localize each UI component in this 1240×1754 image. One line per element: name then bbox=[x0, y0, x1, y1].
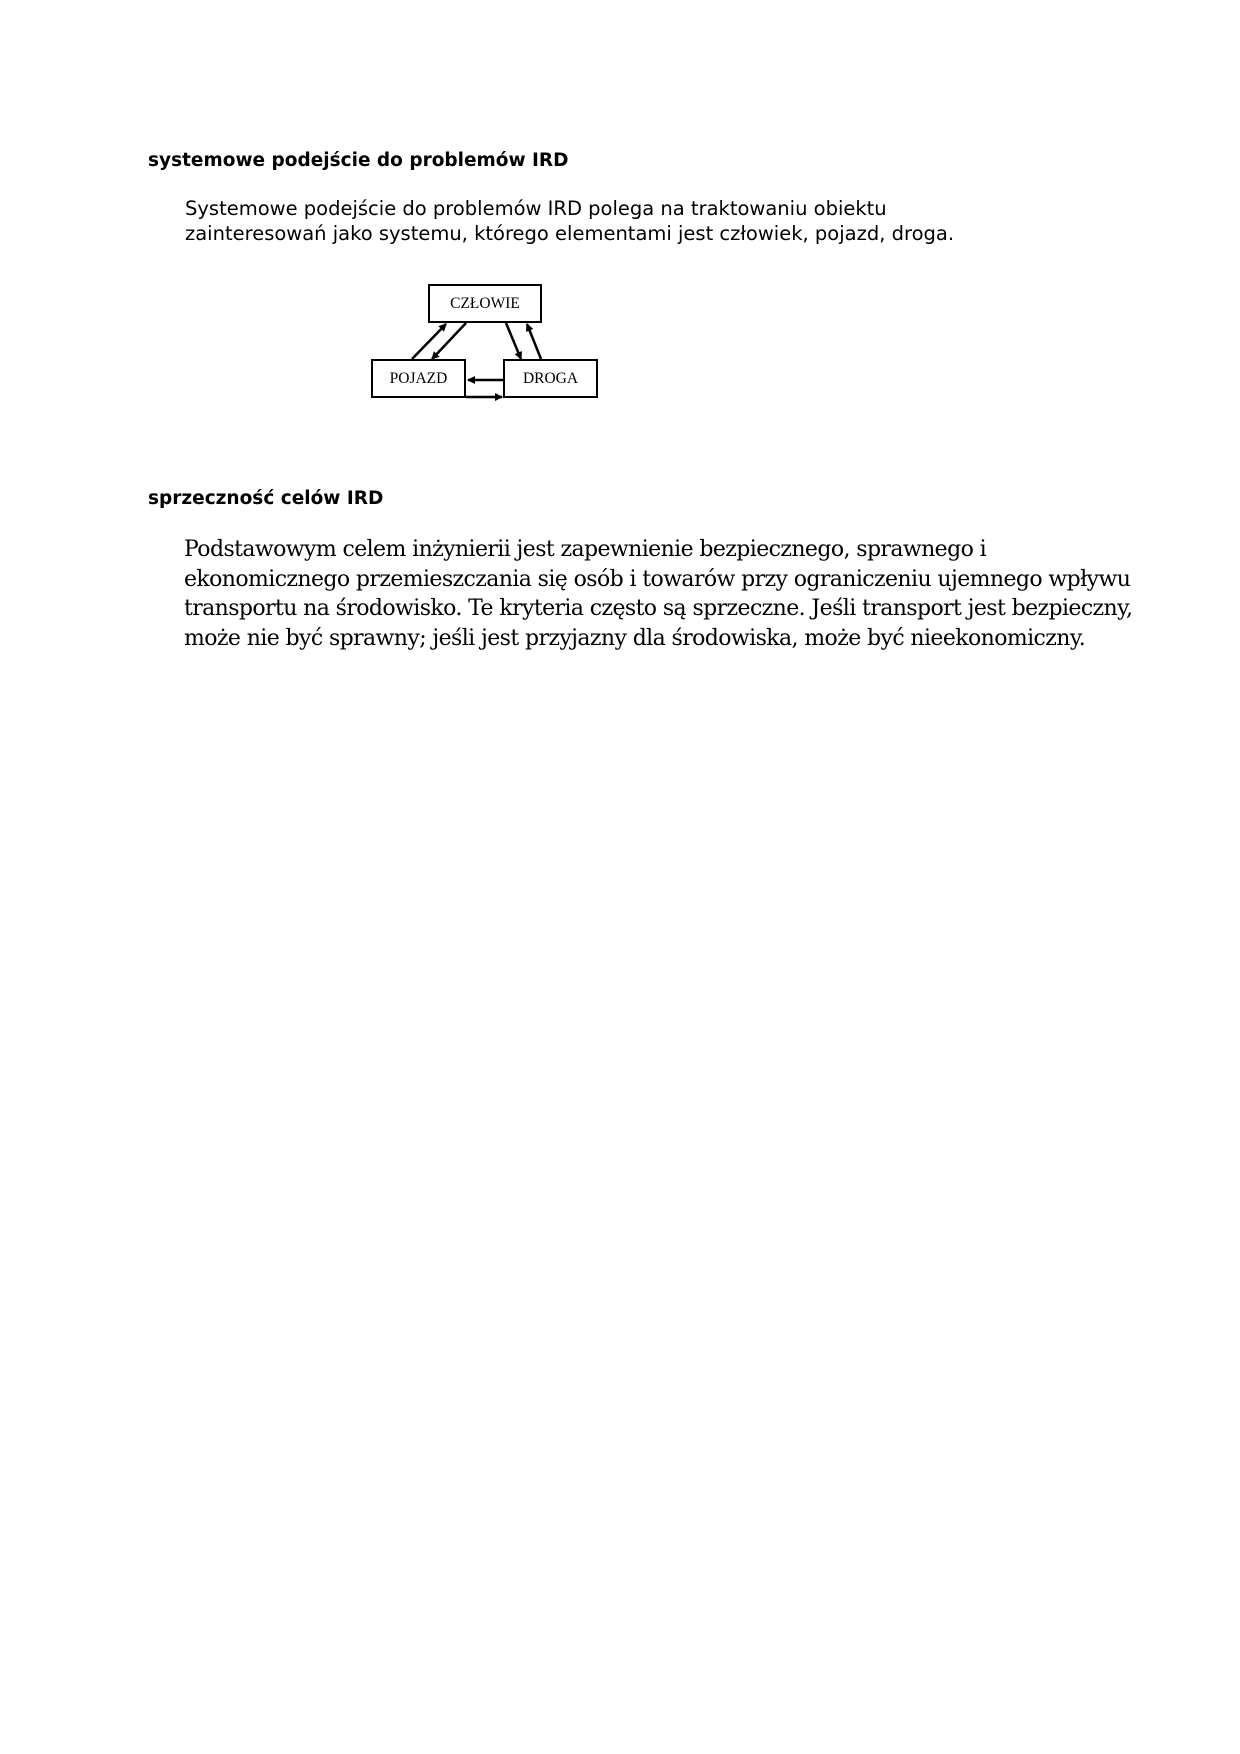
diagram-arrows bbox=[0, 0, 1240, 420]
node-czlowiek: CZŁOWIE bbox=[428, 284, 542, 323]
arrow-czlowiek-to-droga bbox=[506, 323, 521, 359]
paragraph-line: Podstawowym celem inżynierii jest zapewnienie bezpiecznego, sprawnego i bbox=[184, 537, 987, 562]
arrow-droga-to-czlowiek bbox=[527, 324, 541, 359]
node-droga: DROGA bbox=[503, 359, 598, 398]
paragraph-line: transportu na środowisko. Te kryteria często są sprzeczne. Jeśli transport jest bezpieczny, bbox=[184, 596, 1133, 621]
paragraph-line: Systemowe podejście do problemów IRD polega na traktowaniu obiektu bbox=[185, 197, 887, 220]
section-heading-systemic-approach: systemowe podejście do problemów IRD bbox=[148, 150, 569, 171]
node-pojazd: POJAZD bbox=[371, 359, 466, 398]
paragraph-conflicting-goals bbox=[184, 535, 1144, 653]
arrow-czlowiek-to-pojazd bbox=[432, 323, 466, 359]
paragraph-line: zainteresowań jako systemu, którego elementami jest człowiek, pojazd, droga. bbox=[185, 222, 955, 245]
paragraph-line: ekonomicznego przemieszczania się osób i towarów przy ograniczeniu ujemnego wpływu bbox=[184, 566, 1131, 592]
paragraph-line: może nie być sprawny; jeśli jest przyjazny dla środowiska, może być nieekonomiczny. bbox=[184, 625, 1086, 651]
arrow-pojazd-to-czlowiek bbox=[412, 324, 446, 359]
section-heading-conflicting-goals: sprzeczność celów IRD bbox=[148, 488, 384, 509]
